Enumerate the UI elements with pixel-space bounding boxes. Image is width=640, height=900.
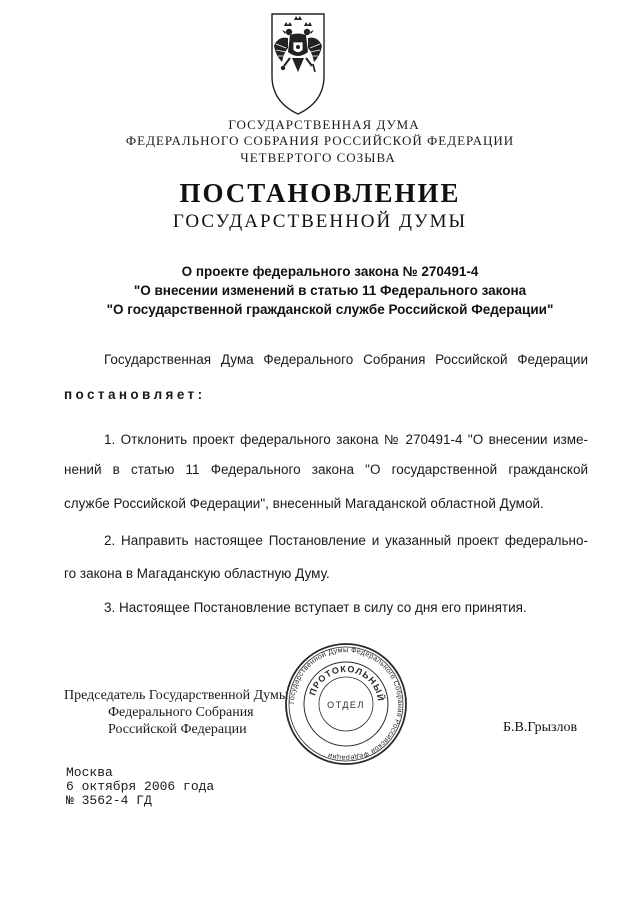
svg-text:ПРОТОКОЛЬНЫЙ: [307, 664, 387, 703]
signatory-position-line-1: Председатель Государственной Думы: [64, 688, 289, 703]
preamble: Государственная Дума Федерального Собрания Российской Федерации: [104, 352, 588, 367]
resolves-word: постановляет:: [64, 387, 206, 402]
subject-line-3: "О государственной гражданской службе Российской Федерации": [106, 302, 554, 317]
document-subtitle: ГОСУДАРСТВЕННОЙ ДУМЫ: [172, 211, 468, 232]
subject-line-2: "О внесении изменений в статью 11 Федерального закона: [133, 283, 527, 298]
official-seal-stamp: [282, 640, 410, 768]
coat-of-arms-icon: [268, 12, 328, 116]
signatory-position-line-2: Федерального Собрания: [108, 705, 254, 720]
stamp-center-text: ОТДЕЛ: [327, 700, 365, 710]
point-1-line-2: нений в статью 11 Федерального закона "О государственной гражданской: [64, 462, 588, 477]
subject-line-1: О проекте федерального закона № 270491-4: [181, 264, 479, 279]
org-line-2: ФЕДЕРАЛЬНОГО СОБРАНИЯ РОССИЙСКОЙ ФЕДЕРАЦИИ: [125, 133, 515, 148]
point-1-line-1: 1. Отклонить проект федерального закона № 270491-4 "О внесении изме-: [104, 432, 588, 447]
org-line-1: ГОСУДАРСТВЕННАЯ ДУМА: [228, 117, 420, 132]
org-line-3: ЧЕТВЕРТОГО СОЗЫВА: [240, 150, 396, 165]
signatory-name: Б.В.Грызлов: [503, 720, 578, 735]
point-2-line-2: го закона в Магаданскую областную Думу.: [64, 566, 330, 581]
document-title: ПОСТАНОВЛЕНИЕ: [179, 178, 461, 208]
stamp-outer-text: Государственной Думы Федерального Собрания Российской Федерации: [286, 644, 406, 764]
point-2-line-1: 2. Направить настоящее Постановление и указанный проект федерально-: [104, 533, 588, 548]
footer-number: № 3562-4 ГД: [66, 793, 152, 808]
footer-city: Москва: [66, 765, 113, 780]
stamp-inner-text: ПРОТОКОЛЬНЫЙ: [307, 663, 387, 703]
signatory-position-line-3: Российской Федерации: [108, 722, 247, 737]
point-3: 3. Настоящее Постановление вступает в силу со дня его принятия.: [104, 600, 527, 615]
point-1-line-3: службе Российской Федерации", внесенный Магаданской областной Думой.: [64, 496, 544, 511]
footer-date: 6 октября 2006 года: [66, 779, 215, 794]
